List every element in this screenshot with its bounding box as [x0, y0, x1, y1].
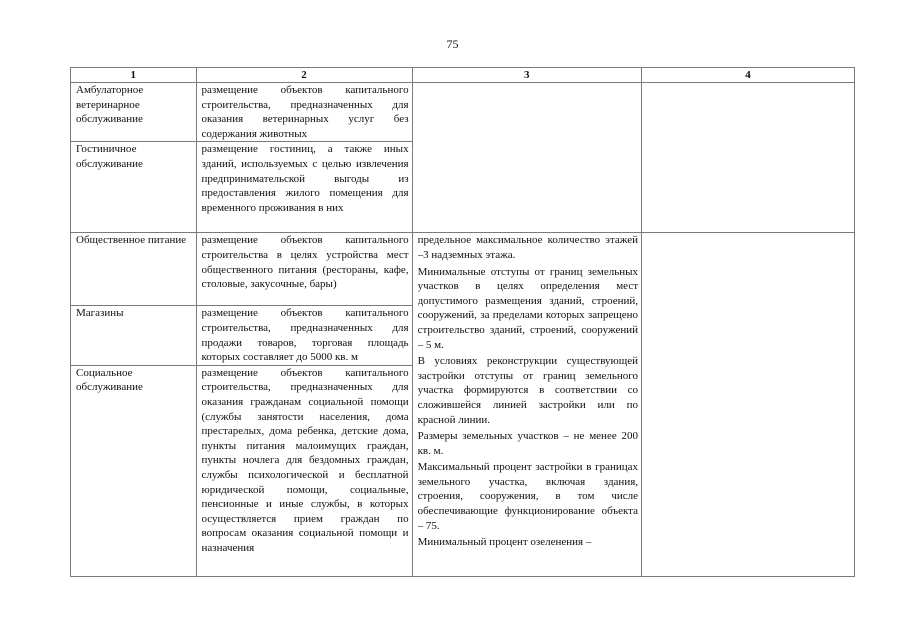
description-cell: размещение объектов капитального строительства, предназначенных для оказания ветеринарных услуг без содержания животных	[196, 83, 412, 142]
land-use-table	[70, 67, 855, 577]
notes-cell-empty	[642, 83, 855, 233]
category-cell: Социальное обслуживание	[71, 365, 197, 576]
param-reconstruction: В условиях реконструкции существующей застройки отступы от границ земельного участка формируются в соответствии со сложившейся линией застройки или по красной линии.	[417, 355, 639, 426]
category-cell: Гостиничное обслуживание	[71, 142, 197, 233]
description-cell	[196, 365, 412, 576]
category-cell: Магазины	[71, 306, 197, 365]
description-text: размещение объектов капитального строительства, предназначенных для оказания гражданам социальной помощи (службы занятости населения, дома престарелых, дома ребенка, детские дома, пункты питания малоимущих граждан, пункты ночлега для бездомных граждан, службы психологической и бесплатной юридической помощи, социальные, пенсионные и иные службы, в которых осуществляется прием граждан по вопросам оказания социальной помощи и назначения	[201, 366, 409, 554]
params-cell	[412, 233, 641, 577]
params-cell-empty	[412, 83, 641, 233]
table-row	[71, 83, 855, 142]
param-min-greenery: Минимальный процент озеленения –	[417, 536, 592, 549]
column-header-3: 3	[412, 68, 641, 83]
page-number: 75	[446, 37, 459, 51]
notes-cell-empty	[642, 233, 855, 577]
param-max-coverage: Максимальный процент застройки в границах земельного участка, включая здания, строения, сооружения, в том числе обеспечивающие функционирование объекта – 75.	[417, 461, 639, 532]
column-header-2: 2	[196, 68, 412, 83]
param-min-setbacks: Минимальные отступы от границ земельных участков в целях определения мест допустимого размещения зданий, строений, сооружений, за пределами которых запрещено строительство зданий, строений, сооружений – 5 м.	[417, 265, 639, 351]
param-max-floors: предельное максимальное количество этажей –3 надземных этажа.	[417, 234, 639, 261]
table-header-row	[71, 68, 855, 83]
column-header-4: 4	[642, 68, 855, 83]
column-header-1: 1	[71, 68, 197, 83]
category-cell: Общественное питание	[71, 233, 197, 306]
category-cell: Амбулаторное ветеринарное обслуживание	[71, 83, 197, 142]
description-cell: размещение объектов капитального строительства, предназначенных для продажи товаров, торговая площадь которых составляет до 5000 кв. м	[196, 306, 412, 365]
description-cell: размещение гостиниц, а также иных зданий, используемых с целью извлечения предпринимательской выгоды из предоставления жилого помещения для временного проживания в них	[196, 142, 412, 233]
description-cell: размещение объектов капитального строительства в целях устройства мест общественного питания (рестораны, кафе, столовые, закусочные, бары)	[196, 233, 412, 306]
table-row	[71, 233, 855, 306]
param-plot-size: Размеры земельных участков – не менее 200 кв. м.	[417, 430, 639, 457]
